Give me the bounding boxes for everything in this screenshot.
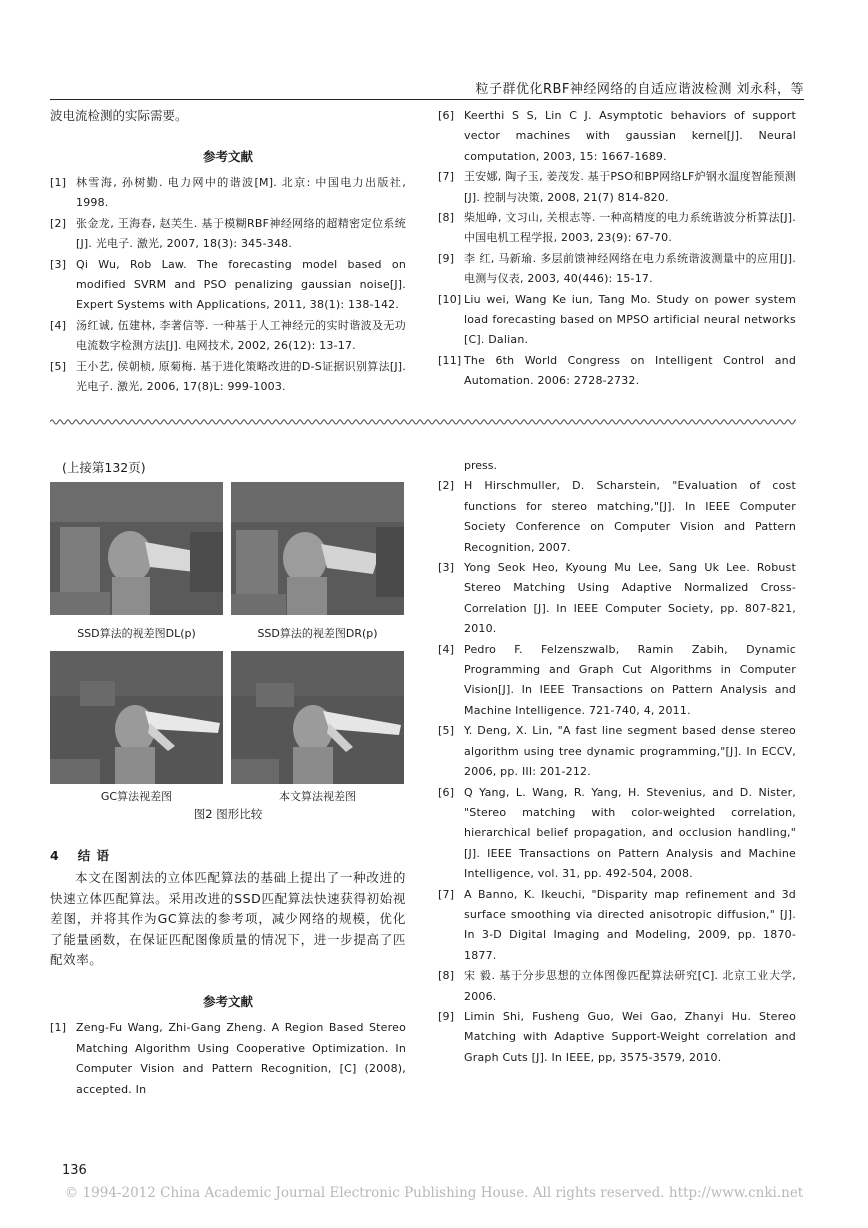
- continued-note: (上接第132页): [62, 460, 146, 475]
- reference-number: [2]: [438, 479, 455, 493]
- reference-item: [438, 351, 796, 392]
- reference-text: Pedro F. Felzenszwalb, Ramin Zabih, Dynamic Programming and Graph Cut Algorithms in Computer Vision[J]. In IEEE Transactions on Pattern Analysis and Machine Intelligence. 721-740, 4, 2011.: [464, 642, 796, 717]
- header-rule: [50, 99, 804, 100]
- reference-text: 林雪海, 孙树勤. 电力网中的谐波[M]. 北京: 中国电力出版社, 1998.: [76, 175, 406, 210]
- reference-text: 张金龙, 王海春, 赵芙生. 基于模糊RBF神经网络的超精密定位系统[J]. 光电子. 激光, 2007, 18(3): 345-348.: [76, 216, 406, 251]
- top-right-column: [438, 106, 796, 392]
- reference-number: [6]: [438, 109, 455, 122]
- conclusion-section: [50, 846, 406, 971]
- reference-text: 宋 毅. 基于分步思想的立体图像匹配算法研究[C]. 北京工业大学, 2006.: [464, 969, 796, 1003]
- reference-text: 王小艺, 侯朝桢, 原菊梅. 基于进化策略改进的D-S证据识别算法[J]. 光电子. 激光, 2006, 17(8)L: 999-1003.: [76, 359, 406, 393]
- reference-item: [50, 173, 406, 214]
- conclusion-paragraph: 本文在图割法的立体匹配算法的基础上提出了一种改进的快速立体匹配算法。采用改进的SSD匹配算法快速获得初始视差图，并将其作为GC算法的参考项，减少网络的规模，优化了能量函数，在保证匹配图像质量的情况下，进一步提高了匹配效率。: [50, 870, 406, 968]
- reference-text: Limin Shi, Fusheng Guo, Wei Gao, Zhanyi Hu. Stereo Matching with Adaptive Support-Weight correlation and Graph Cuts [J]. In IEEE, pp, 3575-3579, 2010.: [464, 1009, 796, 1064]
- figure-caption: 图2 图形比较: [193, 807, 263, 821]
- reference-item: [50, 214, 406, 255]
- section-separator: [50, 418, 796, 426]
- running-header: 粒子群优化RBF神经网络的自适应谐波检测 刘永科，等: [475, 82, 804, 97]
- reference-text: Keerthi S S, Lin C J. Asymptotic behaviors of support vector machines with gaussian kernel[J]. Neural computation, 2003, 15: 1667-1689.: [464, 109, 796, 163]
- disparity-map-proposed: [231, 651, 404, 784]
- reference-number: [11]: [438, 353, 462, 367]
- reference-number: [4]: [438, 642, 455, 656]
- reference-list: [50, 1018, 406, 1100]
- reference-number: [7]: [438, 170, 455, 184]
- reference-item: [50, 357, 406, 398]
- reference-item: [438, 558, 796, 640]
- reference-number: [9]: [438, 251, 455, 265]
- reference-item: [50, 316, 406, 357]
- reference-number: [1]: [50, 1021, 67, 1035]
- disparity-map-ssd-right: [231, 482, 404, 615]
- section-number: 4: [50, 848, 60, 863]
- reference-number: [3]: [50, 257, 67, 271]
- reference-text: Liu wei, Wang Ke iun, Tang Mo. Study on power system load forecasting based on MPSO artificial neural networks [C]. Dalian.: [464, 292, 796, 347]
- reference-item: [438, 1007, 796, 1068]
- section-title: [50, 846, 406, 866]
- references-heading: 参考文献: [202, 148, 253, 164]
- reference-number: [5]: [50, 359, 67, 373]
- subcaption-gc: GC算法视差图: [100, 790, 173, 803]
- reference-item: [50, 1018, 406, 1100]
- reference-text: 汤红诚, 伍建林, 李著信等. 一种基于人工神经元的实时谐波及无功电流数字检测方法[J]. 电网技术, 2002, 26(12): 13-17.: [76, 318, 406, 353]
- reference-item: [438, 167, 796, 208]
- top-left-column: [50, 106, 406, 397]
- reference-number: [8]: [438, 211, 455, 225]
- carry-over-text: press.: [464, 459, 497, 472]
- reference-number: [8]: [438, 969, 455, 983]
- reference-text: Q Yang, L. Wang, R. Yang, H. Stevenius, and D. Nister, "Stereo matching with color-weighted correlation, hierarchical belief propagation, and occlusion handling," [J]. IEEE Transactions on Pattern Analysis and Machine Intelligence, vol. 31, pp. 492-504, 2008.: [464, 785, 796, 881]
- bottom-right-column: [438, 456, 796, 1068]
- disparity-map-ssd-left: [50, 482, 223, 615]
- page-number: 136: [62, 1163, 87, 1178]
- reference-text: The 6th World Congress on Intelligent Control and Automation. 2006: 2728-2732.: [464, 353, 796, 388]
- reference-number: [2]: [50, 216, 67, 230]
- reference-text: Y. Deng, X. Lin, "A fast line segment based dense stereo algorithm using tree dynamic programming,"[J]. In ECCV, 2006, pp. III: 201-212.: [464, 724, 796, 779]
- reference-item: [438, 208, 796, 249]
- reference-text: 柴旭峥, 文习山, 关根志等. 一种高精度的电力系统谐波分析算法[J]. 中国电机工程学报, 2003, 23(9): 67-70.: [464, 211, 796, 245]
- reference-item: [438, 885, 796, 967]
- reference-text: H Hirschmuller, D. Scharstein, "Evaluation of cost functions for stereo matching,"[J]. In IEEE Computer Society Conference on Computer Vision and Pattern Recognition, 2007.: [464, 479, 796, 554]
- reference-number: [1]: [50, 175, 67, 189]
- reference-list: [438, 106, 796, 392]
- reference-text: Yong Seok Heo, Kyoung Mu Lee, Sang Uk Lee. Robust Stereo Matching Using Adaptive Normalized Cross-Correlation [J]. In IEEE Computer Society, pp. 807-821, 2010.: [464, 561, 796, 636]
- reference-item: [50, 255, 406, 316]
- reference-item: [438, 640, 796, 722]
- reference-number: [9]: [438, 1009, 455, 1023]
- subcaption-ssd-left: SSD算法的视差图DL(p): [77, 627, 196, 640]
- references-heading: 参考文献: [202, 994, 253, 1009]
- reference-item: [438, 966, 796, 1007]
- reference-item: [438, 783, 796, 885]
- disparity-map-gc: [50, 651, 223, 784]
- reference-number: [6]: [438, 785, 455, 799]
- reference-number: [5]: [438, 724, 455, 738]
- reference-item: [438, 721, 796, 782]
- reference-text: Zeng-Fu Wang, Zhi-Gang Zheng. A Region Based Stereo Matching Algorithm Using Cooperative Optimization. In Computer Vision and Pattern Recognition, [C] (2008), accepted. In: [76, 1021, 406, 1096]
- reference-number: [10]: [438, 292, 462, 306]
- subcaption-ssd-right: SSD算法的视差图DR(p): [257, 627, 378, 640]
- copyright-footer: © 1994-2012 China Academic Journal Electronic Publishing House. All rights reserved. http://www.cnki.net: [64, 1185, 804, 1201]
- reference-item: [438, 290, 796, 351]
- reference-text: 王安娜, 陶子玉, 姜茂发. 基于PSO和BP网络LF炉钢水温度智能预测[J]. 控制与决策, 2008, 21(7) 814-820.: [464, 170, 796, 204]
- reference-item: [438, 106, 796, 167]
- reference-number: [4]: [50, 318, 67, 332]
- reference-list: [438, 476, 796, 1068]
- carry-over-text: 波电流检测的实际需要。: [50, 108, 188, 123]
- reference-number: [3]: [438, 561, 455, 575]
- reference-item: [438, 249, 796, 290]
- reference-number: [7]: [438, 887, 455, 901]
- reference-item: [438, 476, 796, 558]
- reference-text: 李 红, 马新瑜. 多层前馈神经网络在电力系统谐波测量中的应用[J]. 电测与仪表, 2003, 40(446): 15-17.: [464, 251, 796, 286]
- subcaption-proposed: 本文算法视差图: [279, 790, 356, 803]
- reference-text: Qi Wu, Rob Law. The forecasting model based on modified SVRM and PSO penalizing gaussian noise[J]. Expert Systems with Applications, 2011, 38(1): 138-142.: [76, 257, 406, 312]
- reference-text: A Banno, K. Ikeuchi, "Disparity map refinement and 3d surface smoothing via directed anisotropic diffusion," [J]. In 3-D Digital Imaging and Modeling, 2009, pp. 1870-1877.: [464, 887, 796, 962]
- section-heading: 结 语: [77, 848, 111, 863]
- reference-list: [50, 173, 406, 397]
- bottom-left-column: [50, 986, 406, 1100]
